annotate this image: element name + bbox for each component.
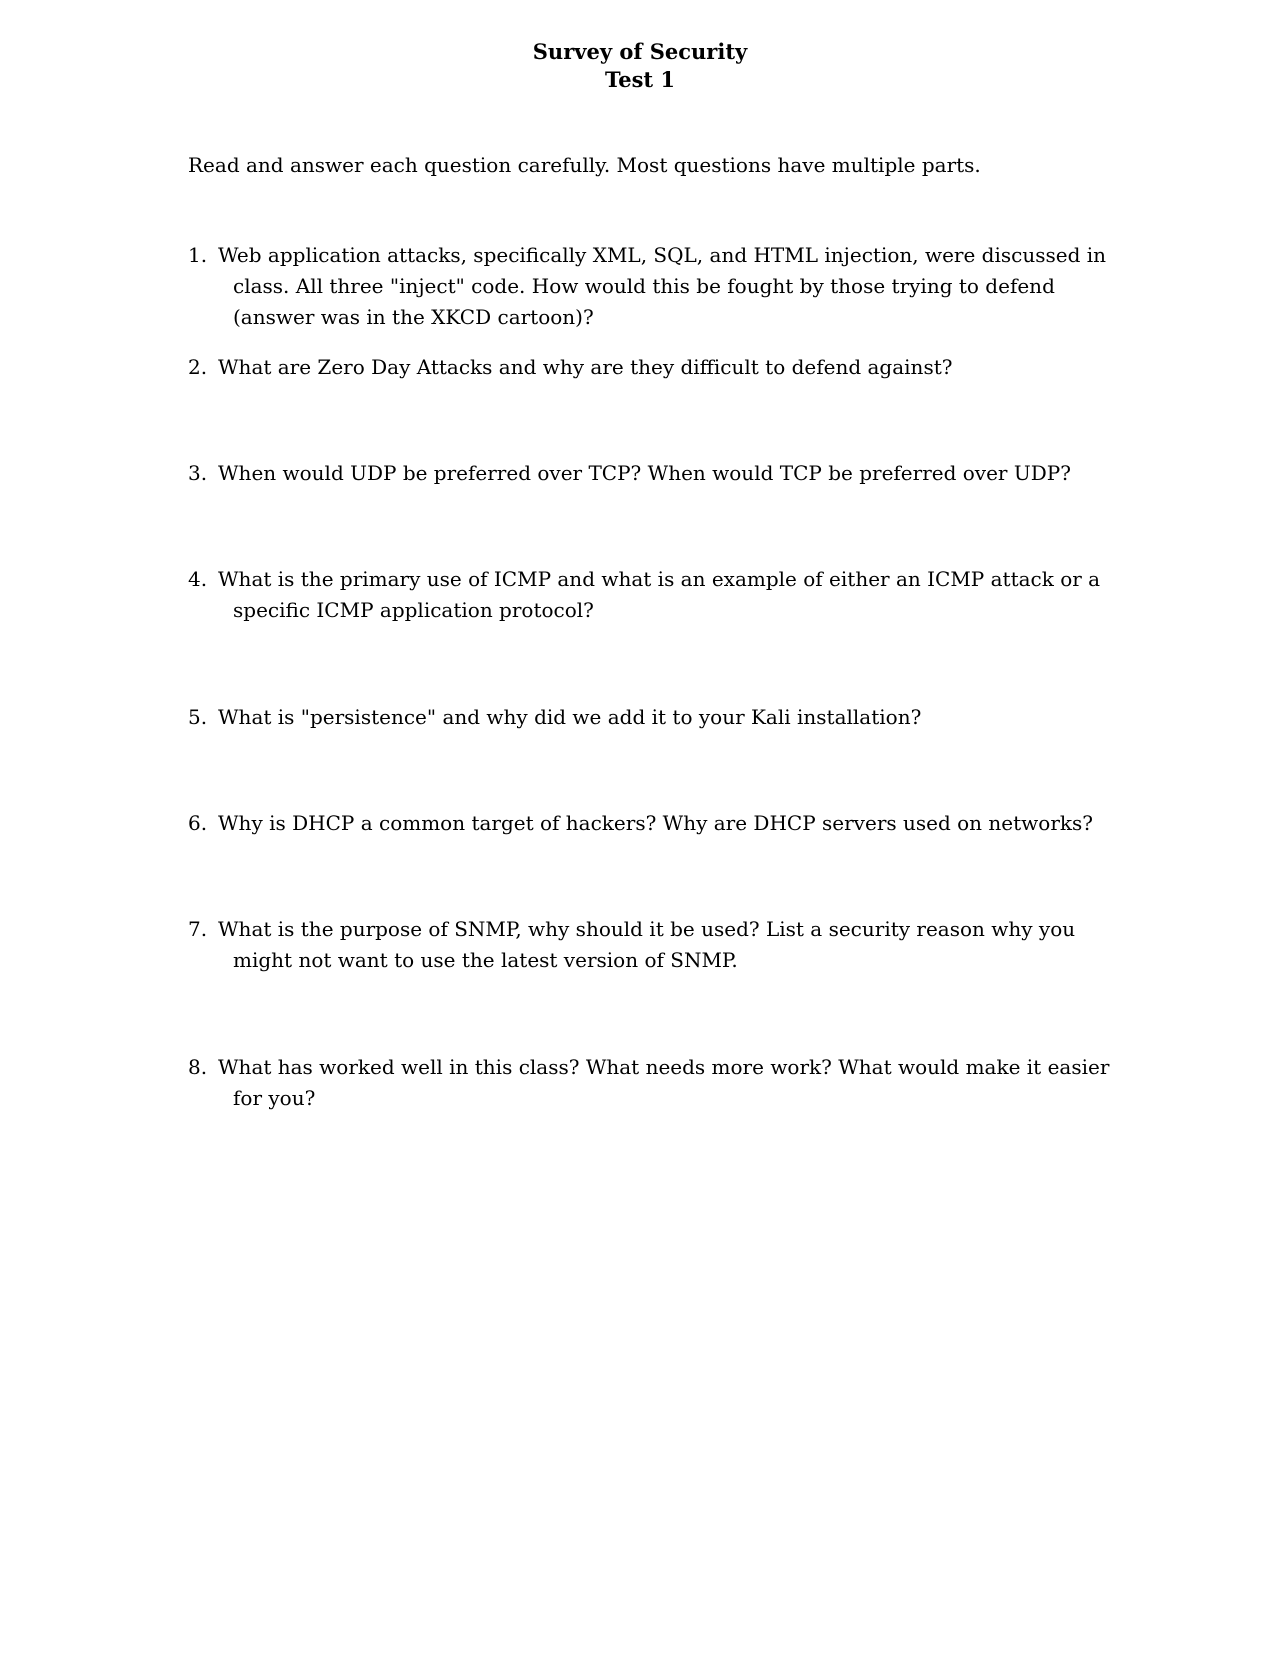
question-text: What are Zero Day Attacks and why are they difficult to defend against? bbox=[218, 355, 953, 379]
question-text: Web application attacks, specifically XML, SQL, and HTML injection, were discussed in class. All three "inject" code. How would this be fought by those trying to defend (answer was in the XKCD cartoon)? bbox=[218, 243, 1107, 329]
question-number: 8. bbox=[188, 1055, 208, 1079]
question-text: What is the purpose of SNMP, why should it be used? List a security reason why you might not want to use the latest version of SNMP. bbox=[218, 917, 1076, 972]
question-text: What has worked well in this class? What needs more work? What would make it easier for you? bbox=[218, 1055, 1110, 1110]
question-3 bbox=[188, 458, 1128, 489]
instructions: Read and answer each question carefully. Most questions have multiple parts. bbox=[188, 153, 981, 177]
question-number: 4. bbox=[188, 567, 208, 591]
question-7 bbox=[188, 914, 1128, 976]
question-4 bbox=[188, 564, 1128, 626]
question-text: When would UDP be preferred over TCP? When would TCP be preferred over UDP? bbox=[218, 461, 1071, 485]
question-text: What is the primary use of ICMP and what is an example of either an ICMP attack or a specific ICMP application protocol? bbox=[218, 567, 1101, 622]
question-8 bbox=[188, 1052, 1128, 1114]
question-text: What is "persistence" and why did we add it to your Kali installation? bbox=[218, 705, 922, 729]
document-title: Survey of Security bbox=[532, 39, 748, 64]
question-number: 1. bbox=[188, 243, 208, 267]
document-subtitle: Test 1 bbox=[604, 67, 676, 92]
question-2 bbox=[188, 352, 1128, 383]
question-text: Why is DHCP a common target of hackers? Why are DHCP servers used on networks? bbox=[218, 811, 1093, 835]
question-5 bbox=[188, 702, 1128, 733]
question-number: 5. bbox=[188, 705, 208, 729]
question-number: 6. bbox=[188, 811, 208, 835]
question-number: 3. bbox=[188, 461, 208, 485]
title-block bbox=[0, 38, 1280, 94]
question-number: 7. bbox=[188, 917, 208, 941]
question-6 bbox=[188, 808, 1128, 839]
question-number: 2. bbox=[188, 355, 208, 379]
question-1 bbox=[188, 240, 1128, 333]
